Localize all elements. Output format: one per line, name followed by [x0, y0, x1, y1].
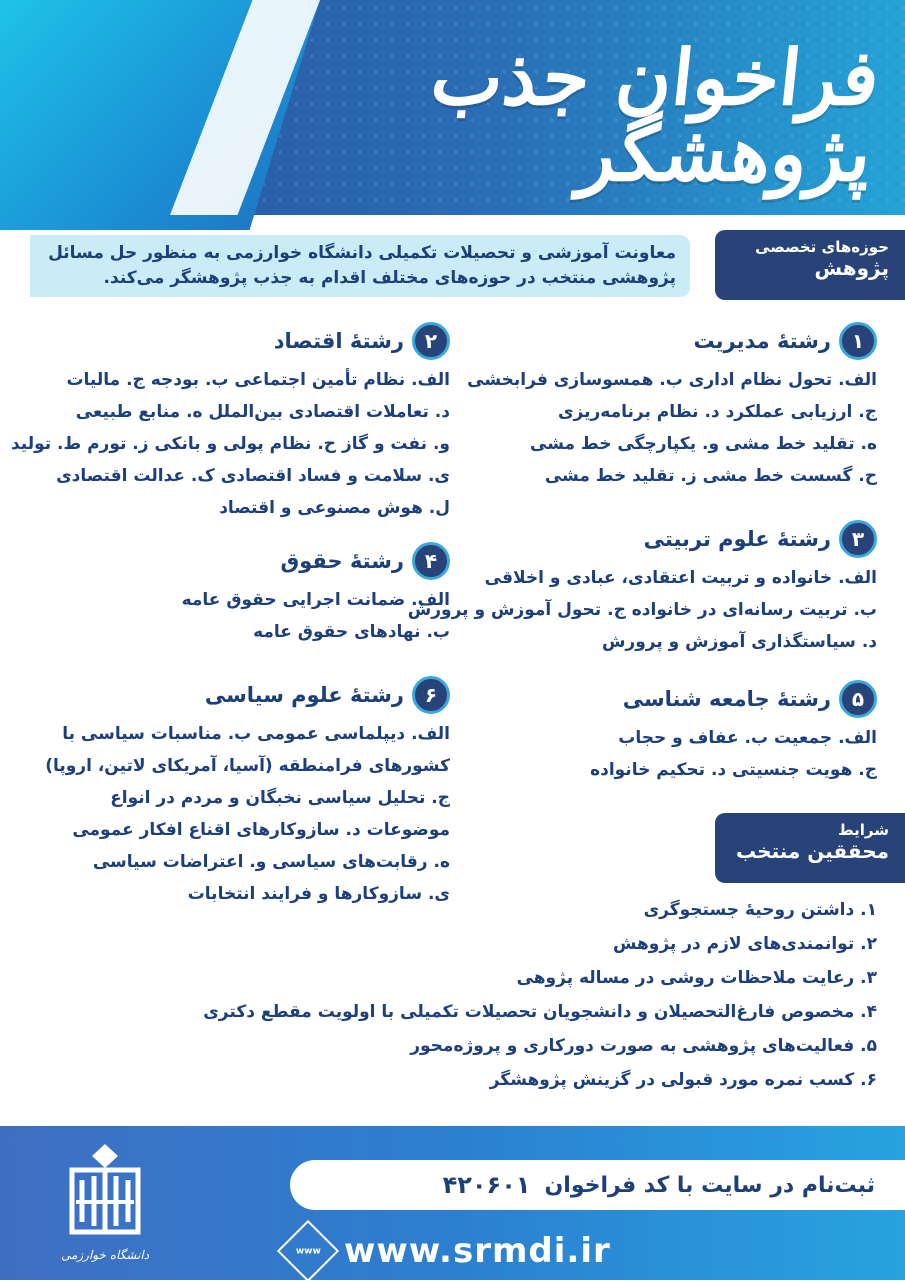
conditions-tag-line1: شرایط [838, 821, 889, 839]
registration-bar [290, 1160, 905, 1210]
field-title: رشتهٔ مدیریت [693, 329, 831, 353]
field-title: رشتهٔ اقتصاد [273, 329, 404, 353]
field-items [457, 364, 877, 492]
field-items [10, 718, 450, 910]
call-code: ۴۲۰۶۰۱ [442, 1171, 531, 1199]
web-globe-icon [277, 1220, 339, 1282]
field-item: ب. نهادهای حقوق عامه [253, 622, 450, 642]
field-item: الف. جمعیت ب. عفاف و حجاب [618, 728, 877, 748]
condition-item: ۱. داشتن روحیهٔ جستجوگری [643, 900, 877, 920]
field-item: ج. تحلیل سیاسی نخبگان و مردم در انواع [110, 788, 450, 808]
condition-item: ۴. مخصوص فارغ‌التحصیلان و دانشجویان تحصیلات تکمیلی با اولویت مقطع دکتری [203, 1002, 877, 1022]
condition-item: ۳. رعایت ملاحظات روشی در مساله پژوهی [516, 968, 877, 988]
field-item: د. سیاستگذاری آموزش و پرورش [601, 632, 877, 652]
field-heading [30, 542, 450, 580]
registration-text: ثبت‌نام در سایت با کد فراخوان [544, 1172, 875, 1198]
field-management [457, 322, 877, 492]
field-items [407, 562, 877, 658]
intro-text: معاونت آموزشی و تحصیلات تکمیلی دانشگاه خوارزمی به منظور حل مسائل پژوهشی منتخب در حوزه‌های مختلف اقدام به جذب پژوهشگر می‌کند. [30, 235, 690, 297]
field-item: د. تعاملات اقتصادی بین‌الملل ه. منابع طبیعی [75, 402, 450, 422]
field-item: ب. تربیت رسانه‌ای در خانواده ج. تحول آموزش و پرورش [407, 600, 877, 620]
field-heading [407, 520, 877, 558]
field-item: ی. سازوکارها و فرایند انتخابات [187, 884, 450, 904]
field-item: الف. خانواده و تربیت اعتقادی، عبادی و اخلاقی [484, 568, 877, 588]
field-sociology [457, 680, 877, 786]
fields-tag-line1: حوزه‌های تخصصی [755, 238, 889, 256]
field-heading [10, 322, 450, 360]
field-number-badge: ۱ [839, 322, 877, 360]
web-icon-label: www [295, 1245, 321, 1256]
university-logo-icon [60, 1140, 150, 1240]
field-heading [457, 322, 877, 360]
field-educational-sciences [407, 520, 877, 658]
conditions-tag-line2: محققین منتخب [735, 839, 889, 863]
field-law [30, 542, 450, 648]
field-economics [10, 322, 450, 524]
field-items [457, 722, 877, 786]
page-title: فراخوان جذب پژوهشگر [426, 33, 884, 198]
field-item: الف. دیپلماسی عمومی ب. مناسبات سیاسی با [62, 724, 450, 744]
conditions-list [57, 893, 877, 1097]
field-item: الف. ضمانت اجرایی حقوق عامه [181, 590, 450, 610]
field-item: الف. نظام تأمین اجتماعی ب. بودجه ج. مالیات [66, 370, 450, 390]
field-title: رشتهٔ علوم سیاسی [204, 683, 404, 707]
university-name: دانشگاه خوارزمی [60, 1248, 150, 1262]
field-item: ح. گسست خط مشی ز. تقلید خط مشی [544, 466, 877, 486]
field-title: رشتهٔ حقوق [280, 549, 404, 573]
condition-item: ۵. فعالیت‌های پژوهشی به صورت دورکاری و پروژه‌محور [410, 1036, 877, 1056]
field-item: موضوعات د. سازوکارهای اقناع افکار عمومی [72, 820, 450, 840]
fields-tag-line2: پژوهش [814, 256, 889, 280]
field-item: الف. تحول نظام اداری ب. همسوسازی فرابخشی [467, 370, 877, 390]
field-heading [10, 676, 450, 714]
field-number-badge: ۲ [412, 322, 450, 360]
website-row [280, 1228, 905, 1274]
fields-section-tag [715, 230, 905, 300]
field-number-badge: ۶ [412, 676, 450, 714]
field-items [10, 364, 450, 524]
field-item: ی. سلامت و فساد اقتصادی ک. عدالت اقتصادی [56, 466, 450, 486]
field-number-badge: ۵ [839, 680, 877, 718]
field-item: ه. رقابت‌های سیاسی و. اعتراضات سیاسی [92, 852, 450, 872]
field-item: ج. هویت جنسیتی د. تحکیم خانواده [590, 760, 877, 780]
field-item: ه. تقلید خط مشی و. یکپارچگی خط مشی [530, 434, 877, 454]
condition-item: ۶. کسب نمره مورد قبولی در گزینش پژوهشگر [489, 1070, 877, 1090]
field-item: کشورهای فرامنطقه (آسیا، آمریکای لاتین، اروپا) [45, 756, 450, 776]
condition-item: ۲. توانمندی‌های لازم در پژوهش [612, 934, 877, 954]
field-heading [457, 680, 877, 718]
conditions-section-tag [715, 813, 905, 883]
field-political-science [10, 676, 450, 910]
field-title: رشتهٔ علوم تربیتی [643, 527, 831, 551]
field-number-badge: ۳ [839, 520, 877, 558]
field-item: و. نفت و گاز ح. نظام پولی و بانکی ز. تورم ط. تولید [10, 434, 450, 454]
field-items [30, 584, 450, 648]
field-number-badge: ۴ [412, 542, 450, 580]
field-item: ل. هوش مصنوعی و اقتصاد [219, 498, 450, 518]
field-item: ج. ارزیابی عملکرد د. نظام برنامه‌ریزی [557, 402, 877, 422]
website-link[interactable]: www.srmdi.ir [344, 1231, 611, 1271]
field-title: رشتهٔ جامعه شناسی [622, 687, 831, 711]
